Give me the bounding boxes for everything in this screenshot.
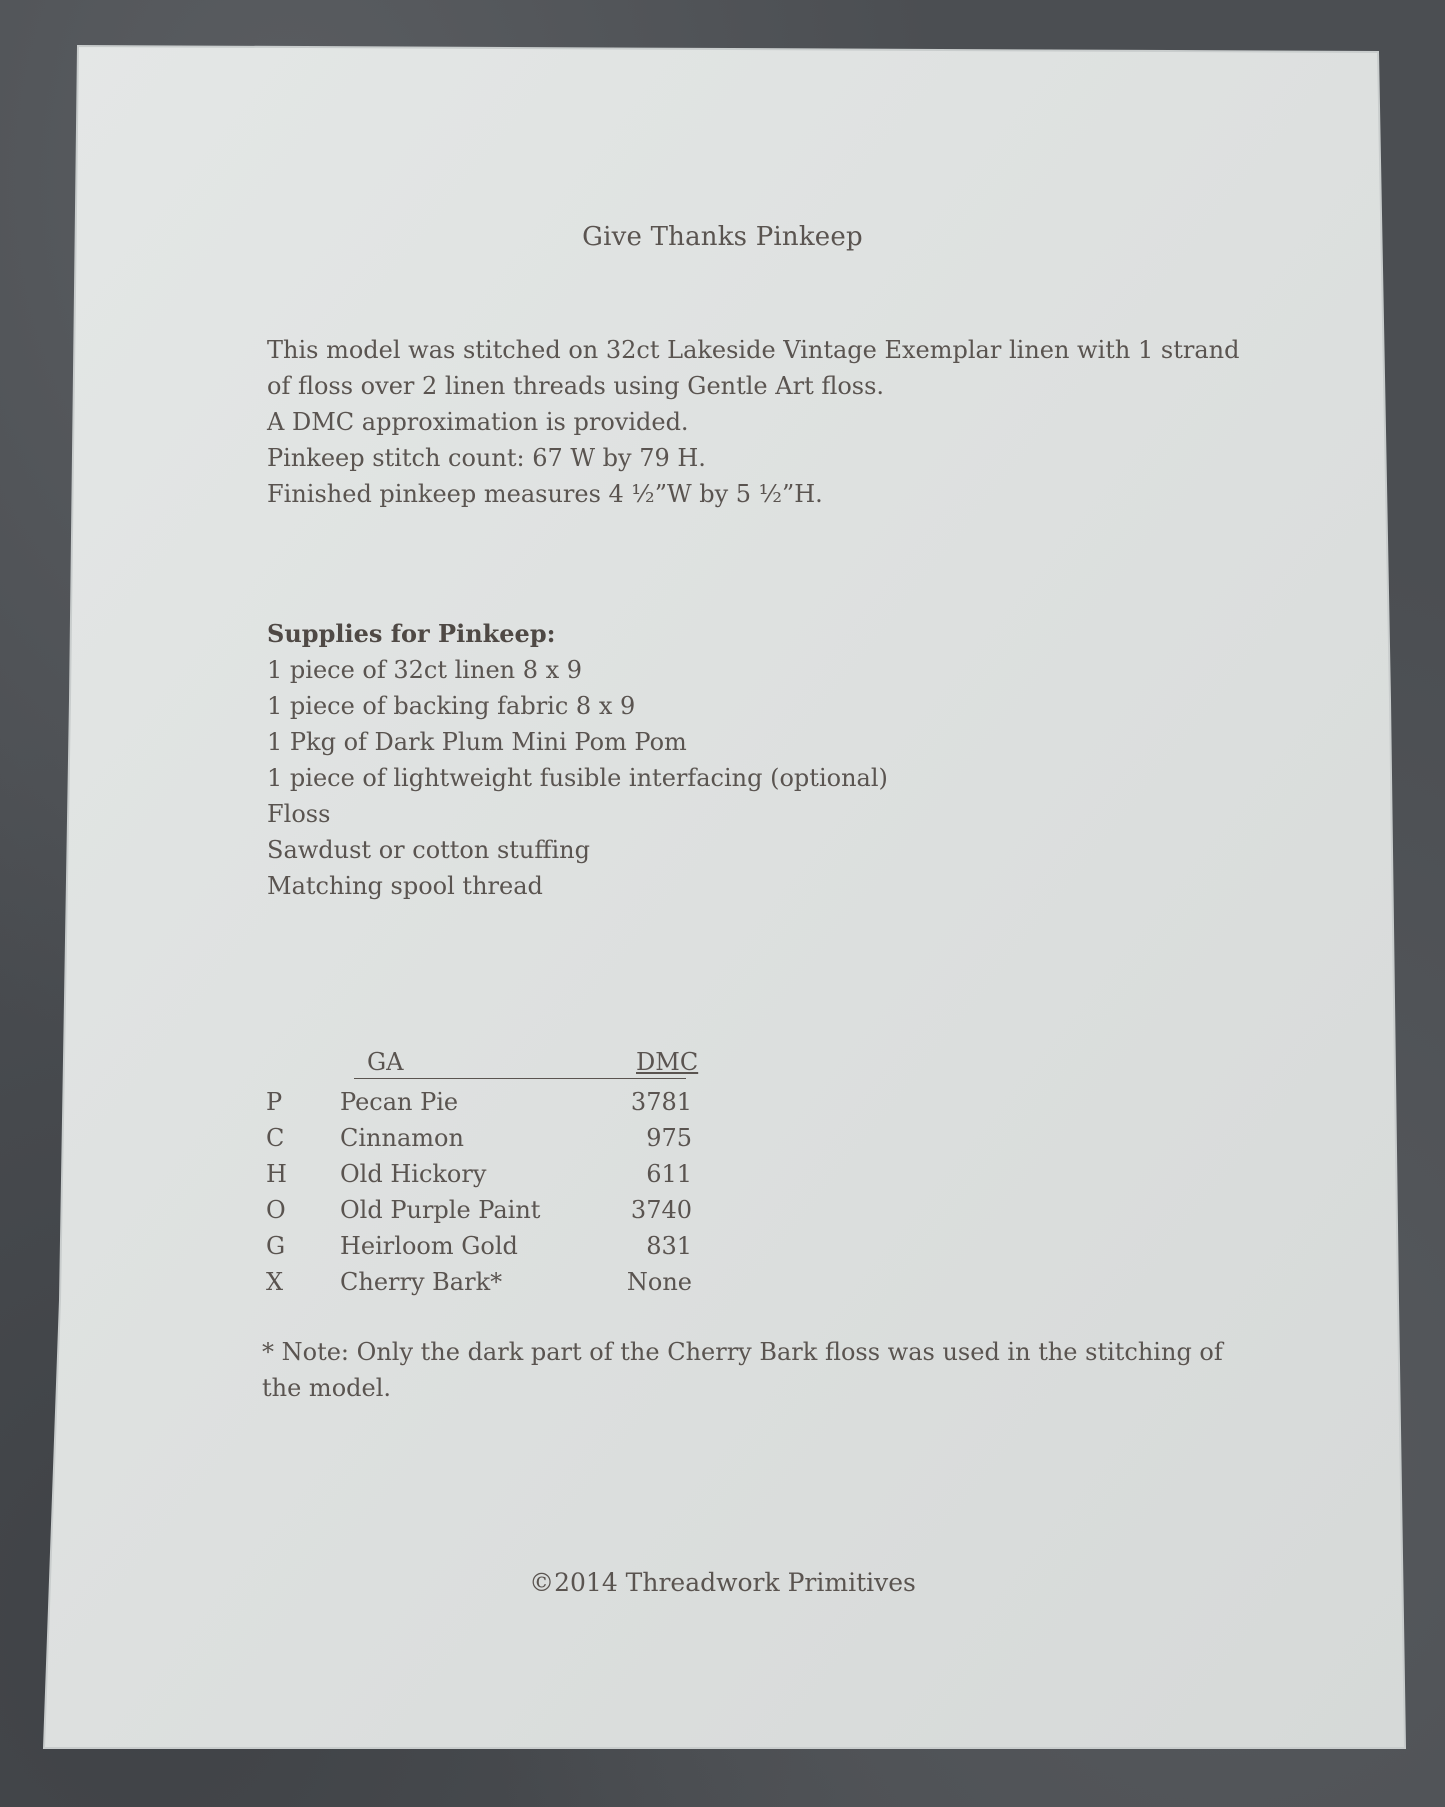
row-dmc-number: 975 <box>646 1124 692 1152</box>
supply-item: 1 piece of lightweight fusible interfacing (optional) <box>267 764 888 792</box>
intro-line: Finished pinkeep measures 4 ½”W by 5 ½”H. <box>267 480 823 508</box>
header-ga: GA <box>367 1048 404 1076</box>
row-dmc-number: 3740 <box>630 1196 692 1224</box>
supplies-section <box>267 616 1167 904</box>
note-line: the model. <box>262 1374 392 1402</box>
table-row <box>262 1228 742 1264</box>
row-floss-name: Pecan Pie <box>340 1088 459 1116</box>
row-symbol: C <box>266 1124 285 1152</box>
document-title: Give Thanks Pinkeep <box>582 222 863 252</box>
table-row <box>262 1192 742 1228</box>
row-symbol: H <box>266 1160 287 1188</box>
supply-item: 1 piece of 32ct linen 8 x 9 <box>267 656 583 684</box>
row-floss-name: Old Hickory <box>340 1160 487 1188</box>
row-symbol: O <box>266 1196 286 1224</box>
row-floss-name: Cinnamon <box>340 1124 464 1152</box>
intro-line: This model was stitched on 32ct Lakeside Vintage Exemplar linen with 1 strand <box>267 336 1240 364</box>
row-symbol: G <box>266 1232 286 1260</box>
row-dmc-number: 611 <box>646 1160 692 1188</box>
supply-item: 1 piece of backing fabric 8 x 9 <box>267 692 636 720</box>
supplies-heading: Supplies for Pinkeep: <box>267 619 556 648</box>
copyright-footer: ©2014 Threadwork Primitives <box>529 1568 916 1597</box>
supply-item: 1 Pkg of Dark Plum Mini Pom Pom <box>267 728 687 756</box>
intro-line: of floss over 2 linen threads using Gentle Art floss. <box>267 372 885 400</box>
intro-paragraph <box>267 332 1240 512</box>
supply-item: Sawdust or cotton stuffing <box>267 836 590 864</box>
supply-item: Floss <box>267 800 331 828</box>
header-underline <box>354 1078 686 1079</box>
table-row <box>262 1264 742 1300</box>
floss-table <box>262 1048 742 1300</box>
table-row <box>262 1120 742 1156</box>
supply-item: Matching spool thread <box>267 872 543 900</box>
cherry-bark-note <box>262 1334 1223 1406</box>
row-dmc-number: None <box>626 1268 692 1296</box>
row-symbol: P <box>266 1088 283 1116</box>
floss-table-header <box>262 1048 742 1084</box>
note-line: * Note: Only the dark part of the Cherry Bark floss was used in the stitching of <box>262 1338 1223 1366</box>
row-floss-name: Old Purple Paint <box>340 1196 541 1224</box>
intro-line: Pinkeep stitch count: 67 W by 79 H. <box>267 444 706 472</box>
row-floss-name: Heirloom Gold <box>340 1232 518 1260</box>
intro-line: A DMC approximation is provided. <box>267 408 689 436</box>
row-symbol: X <box>266 1268 284 1296</box>
row-dmc-number: 831 <box>646 1232 692 1260</box>
header-dmc: DMC <box>636 1048 699 1076</box>
row-dmc-number: 3781 <box>630 1088 692 1116</box>
table-row <box>262 1156 742 1192</box>
row-floss-name: Cherry Bark* <box>340 1268 503 1296</box>
table-row <box>262 1084 742 1120</box>
